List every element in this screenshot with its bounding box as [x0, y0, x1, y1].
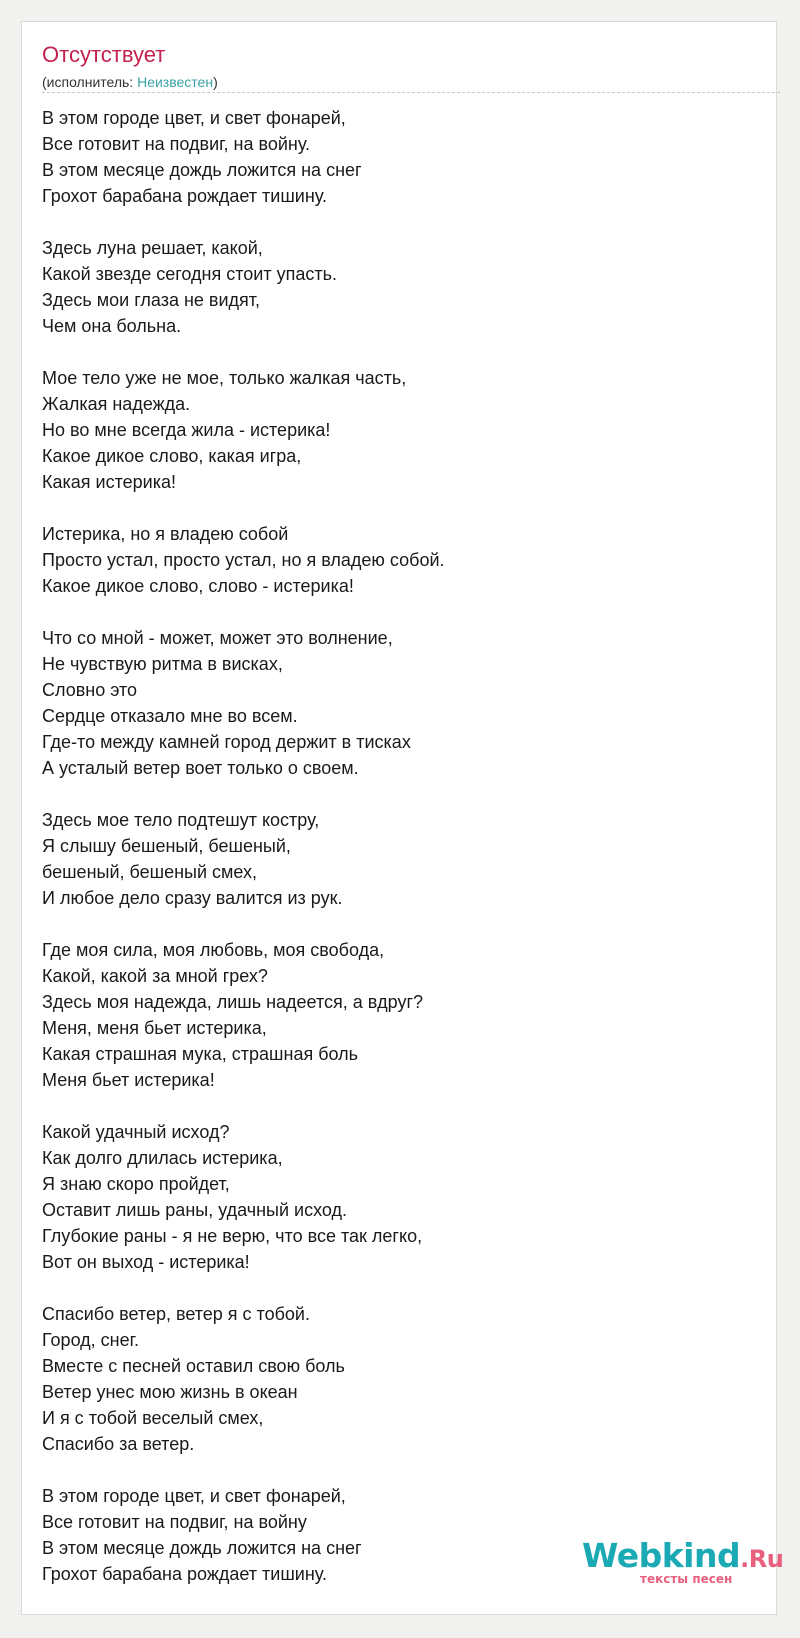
lyric-line: Какой звезде сегодня стоит упасть.	[42, 264, 337, 284]
lyric-line: Какой удачный исход?	[42, 1122, 230, 1142]
lyric-line: Ветер унес мою жизнь в океан	[42, 1382, 298, 1402]
lyric-line: Как долго длилась истерика,	[42, 1148, 283, 1168]
logo-domain: .Ru	[740, 1545, 784, 1573]
lyric-line: Здесь луна решает, какой,	[42, 238, 263, 258]
stanza	[42, 1301, 742, 1457]
lyric-line: Словно это	[42, 680, 138, 700]
lyric-line: Все готовит на подвиг, на войну.	[42, 134, 311, 154]
artist-link[interactable]: Неизвестен	[137, 74, 214, 90]
lyric-line: Город, снег.	[42, 1330, 140, 1350]
lyric-line: Вместе с песней оставил свою боль	[42, 1356, 345, 1376]
lyric-line: Здесь мои глаза не видят,	[42, 290, 261, 310]
artist-line	[42, 73, 218, 91]
lyric-line: Грохот барабана рождает тишину.	[42, 186, 327, 206]
lyric-line: Спасибо ветер, ветер я с тобой.	[42, 1304, 310, 1324]
lyric-line: И любое дело сразу валится из рук.	[42, 888, 343, 908]
lyric-line: Какая страшная мука, страшная боль	[42, 1044, 359, 1064]
stanza	[42, 105, 742, 209]
lyric-line: Вот он выход - истерика!	[42, 1252, 250, 1272]
lyrics-body	[42, 105, 742, 1613]
artist-prefix: (исполнитель:	[42, 74, 138, 90]
lyric-line: В этом месяце дождь ложится на снег	[42, 160, 362, 180]
lyric-line: Что со мной - может, может это волнение,	[42, 628, 393, 648]
lyric-line: Какое дикое слово, какая игра,	[42, 446, 302, 466]
lyric-line: Я знаю скоро пройдет,	[42, 1174, 230, 1194]
lyric-line: Грохот барабана рождает тишину.	[42, 1564, 327, 1584]
stanza	[42, 807, 742, 911]
lyric-line: Какое дикое слово, слово - истерика!	[42, 576, 354, 596]
lyric-line: Истерика, но я владею собой	[42, 524, 289, 544]
lyric-line: В этом городе цвет, и свет фонарей,	[42, 108, 346, 128]
lyric-line: Просто устал, просто устал, но я владею собой.	[42, 550, 445, 570]
lyric-line: Чем она больна.	[42, 316, 182, 336]
lyric-line: Какой, какой за мной грех?	[42, 966, 268, 986]
stanza	[42, 625, 742, 781]
lyric-line: Здесь моя надежда, лишь надеется, а вдруг?	[42, 992, 424, 1012]
lyric-line: Я слышу бешеный, бешеный,	[42, 836, 291, 856]
lyric-line: Оставит лишь раны, удачный исход.	[42, 1200, 347, 1220]
title-divider	[42, 92, 780, 93]
webkind-logo[interactable]	[582, 1536, 800, 1596]
lyric-line: Но во мне всегда жила - истерика!	[42, 420, 331, 440]
lyric-line: В этом городе цвет, и свет фонарей,	[42, 1486, 346, 1506]
lyrics-card	[21, 21, 784, 1615]
lyric-line: Все готовит на подвиг, на войну	[42, 1512, 307, 1532]
lyric-line: Здесь мое тело подтешут костру,	[42, 810, 320, 830]
lyric-line: Где-то между камней город держит в тисках	[42, 732, 411, 752]
lyric-line: Мое тело уже не мое, только жалкая часть,	[42, 368, 407, 388]
lyric-line: Где моя сила, моя любовь, моя свобода,	[42, 940, 385, 960]
stanza	[42, 235, 742, 339]
lyric-line: А усталый ветер воет только о своем.	[42, 758, 359, 778]
lyric-line: Жалкая надежда.	[42, 394, 191, 414]
stanza	[42, 1119, 742, 1275]
logo-tagline: тексты песен	[640, 1572, 733, 1586]
lyric-line: Не чувствую ритма в висках,	[42, 654, 283, 674]
song-title: Отсутствует	[42, 42, 166, 67]
lyric-line: В этом месяце дождь ложится на снег	[42, 1538, 362, 1558]
lyric-line: И я с тобой веселый смех,	[42, 1408, 264, 1428]
stanza	[42, 365, 742, 495]
stanza	[42, 521, 742, 599]
lyric-line: бешеный, бешеный смех,	[42, 862, 257, 882]
lyric-line: Глубокие раны - я не верю, что все так легко,	[42, 1226, 423, 1246]
lyric-line: Какая истерика!	[42, 472, 176, 492]
lyric-line: Сердце отказало мне во всем.	[42, 706, 298, 726]
lyric-line: Меня бьет истерика!	[42, 1070, 215, 1090]
artist-suffix: )	[213, 74, 218, 90]
stanza	[42, 937, 742, 1093]
logo-brand: Webkind	[582, 1536, 741, 1575]
lyric-line: Меня, меня бьет истерика,	[42, 1018, 267, 1038]
lyric-line: Спасибо за ветер.	[42, 1434, 195, 1454]
